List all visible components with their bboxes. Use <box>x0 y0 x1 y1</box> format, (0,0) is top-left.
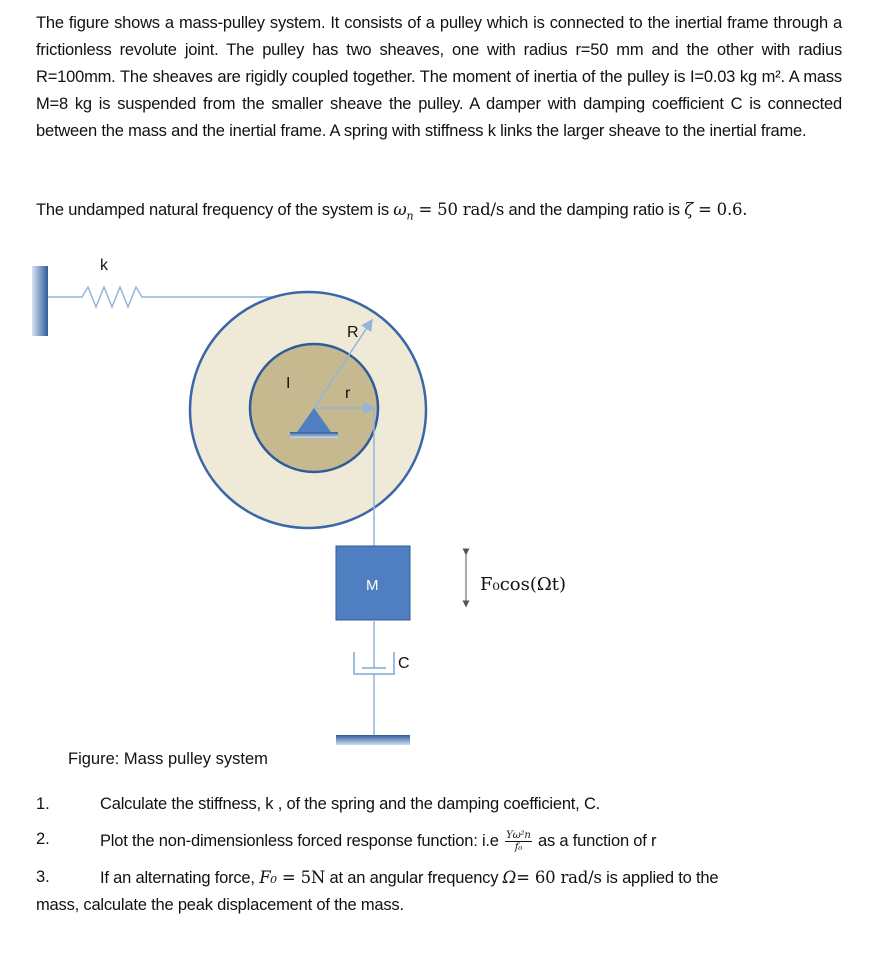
mass-pulley-diagram <box>0 250 878 750</box>
given-paragraph <box>36 196 842 229</box>
inner-radius-label: r <box>345 385 351 402</box>
omega-symbol: $\omega_n$ <box>393 200 414 223</box>
question-3-text: If an alternating force, F₀ = 5N at an angular frequency Ω= 60 rad/s is applied to the <box>100 868 719 887</box>
omega-value: = 50 rad/s <box>413 200 505 219</box>
wall <box>32 266 48 336</box>
question-1-text: Calculate the stiffness, k , of the spring and the damping coefficient, C. <box>100 795 601 813</box>
given-prefix: The undamped natural frequency of the system is <box>36 201 394 219</box>
given-middle: and the damping ratio is <box>504 201 685 219</box>
damper-label: C <box>398 655 410 672</box>
response-fraction: $\frac{\text{Yω²n}}{\text{f₀}}$ <box>506 830 531 854</box>
inertia-label: I <box>286 375 291 392</box>
ground <box>336 735 410 745</box>
zeta-value: = 0.6. <box>692 200 748 219</box>
question-1-number: 1. <box>36 795 50 813</box>
question-3-number: 3. <box>36 868 50 886</box>
force-label: F₀cos(Ωt) <box>480 574 567 595</box>
figure-caption: Figure: Mass pulley system <box>68 750 268 768</box>
mass-label: M <box>366 577 379 594</box>
spring-label: k <box>100 257 108 274</box>
intro-paragraph: The figure shows a mass-pulley system. It consists of a pulley which is connected to the inertial frame through a frictionless revolute joint. The pulley has two sheaves, one with radius r=50 mm and the other with radius R=100mm. The sheaves are rigidly coupled together. The moment of inertia of the pulley is I=0.03 kg m². A mass M=8 kg is suspended from the smaller sheave the pulley. A damper with damping coefficient C is connected between the mass and the inertial frame. A spring with stiffness k links the larger sheave to the inertial frame. <box>36 14 842 140</box>
zeta-symbol: ζ <box>684 200 693 219</box>
outer-radius-label: R <box>347 324 359 341</box>
pivot-base <box>290 432 338 438</box>
question-2-text: Plot the non-dimensionless forced response function: i.e $\frac{\text{Yω²n}}{\text{f₀}}$ as a function of r <box>100 830 657 854</box>
question-3-continuation: mass, calculate the peak displacement of the mass. <box>36 896 404 914</box>
question-2-number: 2. <box>36 830 50 848</box>
